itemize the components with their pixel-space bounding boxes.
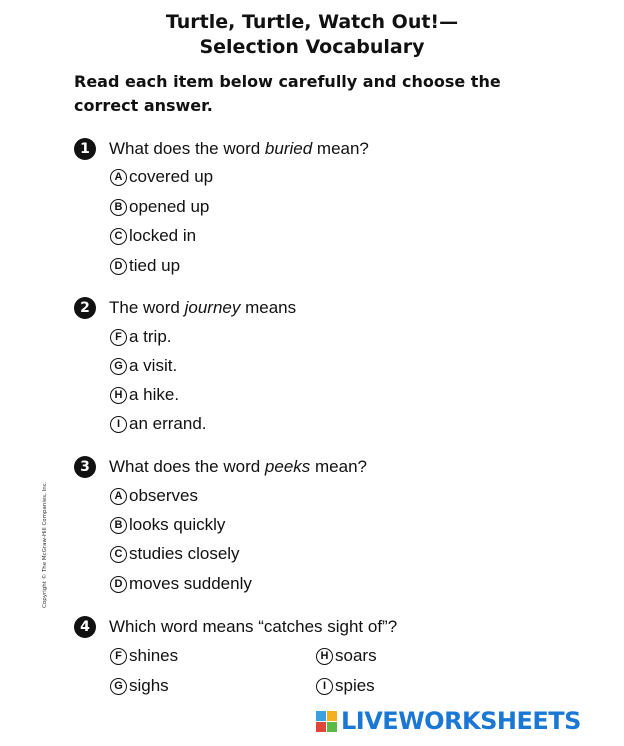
option-h[interactable] <box>316 645 377 667</box>
option-label: shines <box>129 646 179 665</box>
liveworksheets-logo[interactable] <box>316 707 581 735</box>
answer-bubble[interactable]: C <box>110 546 127 563</box>
question-3 <box>74 455 367 479</box>
option-a[interactable] <box>110 166 213 188</box>
option-label: observes <box>129 486 198 505</box>
question-text: What does the word buried mean? <box>109 139 369 158</box>
option-g[interactable] <box>110 355 177 377</box>
option-f[interactable] <box>110 326 172 348</box>
answer-bubble[interactable]: I <box>316 678 333 695</box>
question-text: The word journey means <box>109 298 297 317</box>
question-number-badge: 2 <box>74 297 96 319</box>
page-title <box>0 10 624 60</box>
answer-bubble[interactable]: H <box>316 648 333 665</box>
option-label: looks quickly <box>129 515 226 534</box>
option-label: a hike. <box>129 385 180 404</box>
option-c[interactable] <box>110 225 196 247</box>
option-label: covered up <box>129 167 214 186</box>
option-label: spies <box>335 676 375 695</box>
option-b[interactable] <box>110 196 209 218</box>
option-label: a visit. <box>129 356 178 375</box>
question-4 <box>74 615 397 639</box>
answer-bubble[interactable]: F <box>110 329 127 346</box>
question-number-badge: 4 <box>74 616 96 638</box>
question-text: What does the word peeks mean? <box>109 457 367 476</box>
answer-bubble[interactable]: A <box>110 488 127 505</box>
option-label: tied up <box>129 256 181 275</box>
answer-bubble[interactable]: B <box>110 199 127 216</box>
title-line-2: Selection Vocabulary <box>199 36 425 58</box>
answer-bubble[interactable]: F <box>110 648 127 665</box>
question-number-badge: 1 <box>74 138 96 160</box>
option-g[interactable] <box>110 675 169 697</box>
question-1 <box>74 137 369 161</box>
option-h[interactable] <box>110 384 179 406</box>
question-text: Which word means “catches sight of”? <box>109 617 398 636</box>
option-d[interactable] <box>110 573 252 595</box>
answer-bubble[interactable]: I <box>110 416 127 433</box>
answer-bubble[interactable]: D <box>110 258 127 275</box>
option-i[interactable] <box>110 413 207 435</box>
option-b[interactable] <box>110 514 225 536</box>
option-label: opened up <box>129 197 210 216</box>
option-i[interactable] <box>316 675 375 697</box>
answer-bubble[interactable]: G <box>110 358 127 375</box>
instructions: Read each item below carefully and choose the correct answer. <box>74 72 501 115</box>
option-label: locked in <box>129 226 197 245</box>
logo-text: LIVEWORKSHEETS <box>341 707 581 735</box>
option-label: an errand. <box>129 414 207 433</box>
answer-bubble[interactable]: A <box>110 169 127 186</box>
option-label: soars <box>335 646 377 665</box>
answer-bubble[interactable]: C <box>110 228 127 245</box>
answer-bubble[interactable]: B <box>110 517 127 534</box>
option-a[interactable] <box>110 485 198 507</box>
option-f[interactable] <box>110 645 178 667</box>
option-label: sighs <box>129 676 169 695</box>
question-number-badge: 3 <box>74 456 96 478</box>
option-label: a trip. <box>129 327 172 346</box>
option-label: moves suddenly <box>129 574 252 593</box>
option-d[interactable] <box>110 255 180 277</box>
question-2 <box>74 296 296 320</box>
answer-bubble[interactable]: G <box>110 678 127 695</box>
answer-bubble[interactable]: H <box>110 387 127 404</box>
answer-bubble[interactable]: D <box>110 576 127 593</box>
option-c[interactable] <box>110 543 240 565</box>
title-line-1: Turtle, Turtle, Watch Out!— <box>165 11 459 33</box>
option-label: studies closely <box>129 544 240 563</box>
logo-blocks-icon <box>316 711 337 732</box>
copyright-notice: Copyright © The McGraw-Hill Companies, Inc. <box>42 481 48 608</box>
